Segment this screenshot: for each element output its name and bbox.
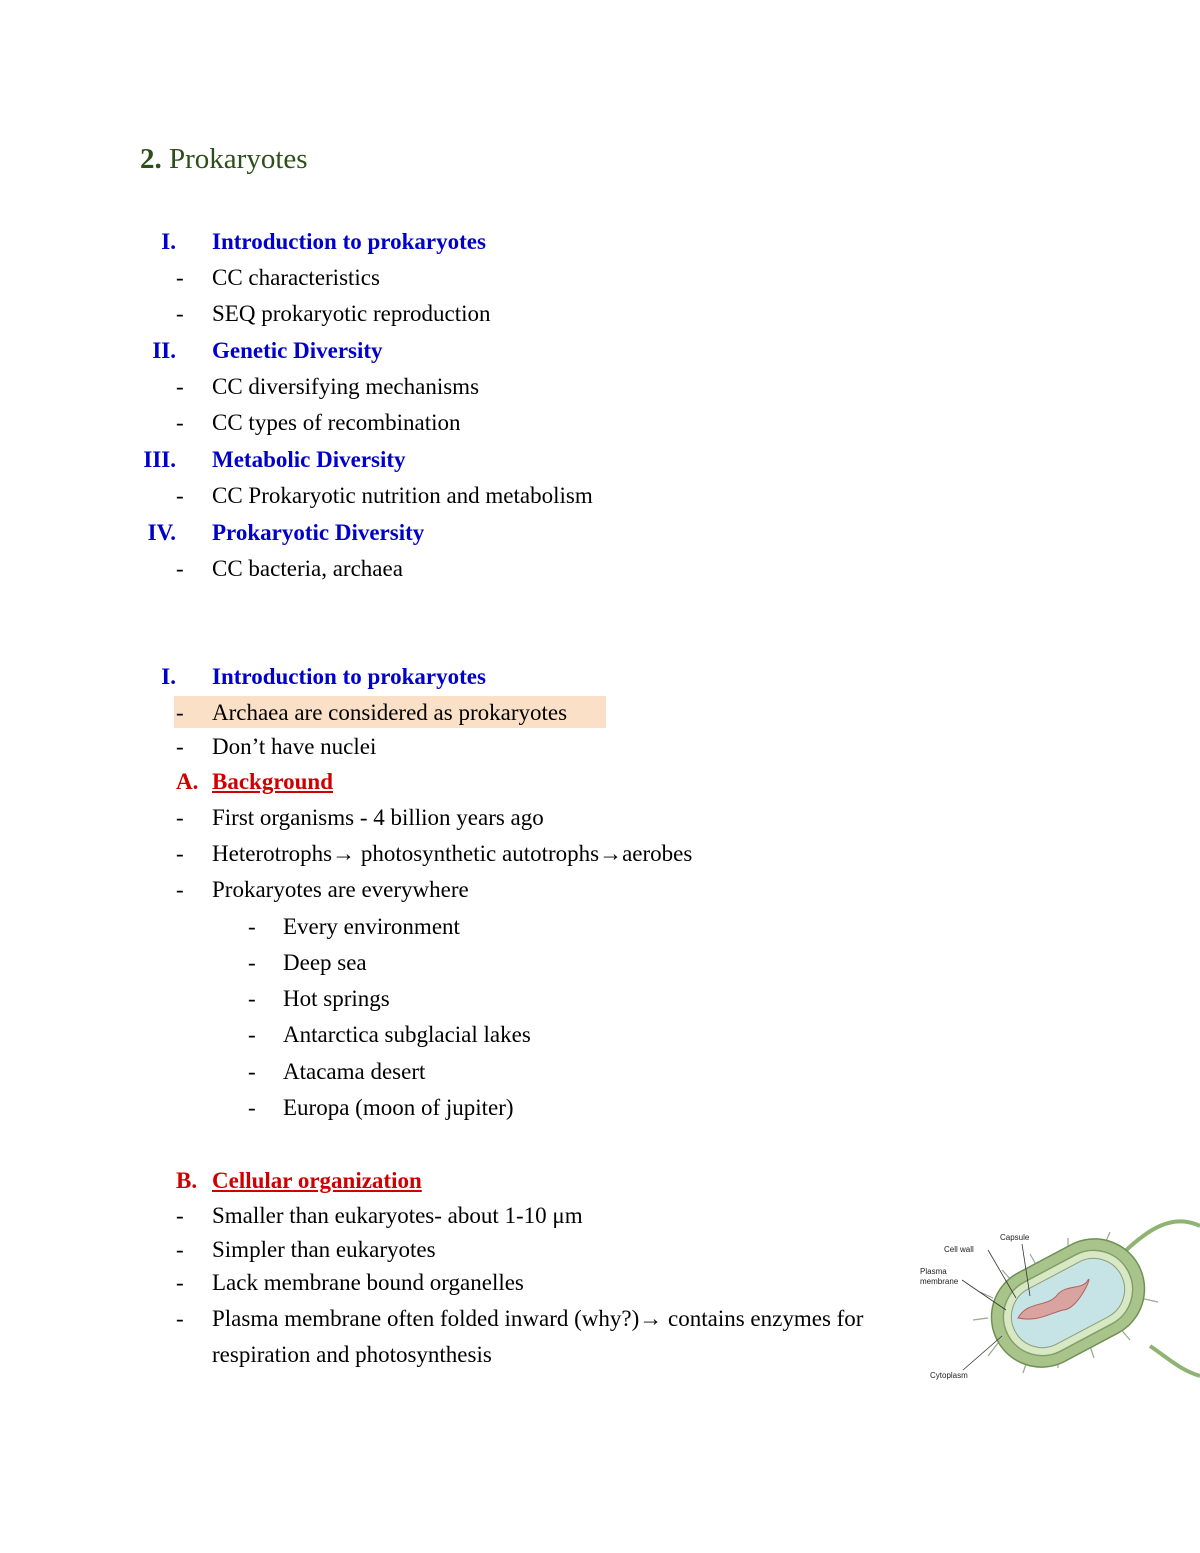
section-item: Don’t have nuclei bbox=[212, 734, 377, 759]
outline-heading-2: Genetic Diversity bbox=[212, 338, 383, 363]
bullet-dash: - bbox=[176, 877, 184, 902]
bullet-dash: - bbox=[248, 1059, 256, 1084]
bullet-dash: - bbox=[248, 950, 256, 975]
diagram-label: membrane bbox=[920, 1277, 959, 1286]
outline-item: CC types of recombination bbox=[212, 410, 461, 435]
bullet-dash: - bbox=[248, 986, 256, 1011]
outline-heading-1: Introduction to prokaryotes bbox=[212, 229, 486, 254]
subsection-letter-b: B. bbox=[176, 1168, 198, 1193]
bullet-dash: - bbox=[176, 1237, 184, 1262]
nested-item: Hot springs bbox=[283, 986, 390, 1011]
section-roman-1: I. bbox=[161, 664, 176, 689]
nested-item: Europa (moon of jupiter) bbox=[283, 1095, 514, 1120]
cellular-item-continuation: respiration and photosynthesis bbox=[212, 1342, 492, 1367]
bullet-dash: - bbox=[176, 301, 184, 326]
cellular-item: Plasma membrane often folded inward (why?)→ contains enzymes for bbox=[212, 1306, 864, 1331]
section-heading-1: Introduction to prokaryotes bbox=[212, 664, 486, 689]
diagram-label: Plasma bbox=[920, 1267, 947, 1276]
prokaryote-cell-diagram bbox=[918, 1218, 1200, 1381]
outline-roman-2: II. bbox=[152, 338, 176, 363]
subsection-heading-background: Background bbox=[212, 769, 334, 794]
nested-item: Deep sea bbox=[283, 950, 367, 975]
bullet-dash: - bbox=[176, 700, 184, 725]
bullet-dash: - bbox=[248, 1022, 256, 1047]
bullet-dash: - bbox=[176, 410, 184, 435]
diagram-label: Capsule bbox=[1000, 1233, 1030, 1242]
nested-item: Antarctica subglacial lakes bbox=[283, 1022, 531, 1047]
bullet-dash: - bbox=[176, 374, 184, 399]
subsection-heading-cellular-organization: Cellular organization bbox=[212, 1168, 422, 1193]
bullet-dash: - bbox=[176, 483, 184, 508]
diagram-label: Cell wall bbox=[944, 1245, 974, 1254]
background-item: Heterotrophs→ photosynthetic autotrophs→aerobes bbox=[212, 841, 693, 866]
flagellum-icon bbox=[1150, 1346, 1200, 1376]
outline-roman-4: IV. bbox=[147, 520, 176, 545]
bullet-dash: - bbox=[248, 1095, 256, 1120]
nested-item: Every environment bbox=[283, 914, 460, 939]
background-item: First organisms - 4 billion years ago bbox=[212, 805, 544, 830]
page-title bbox=[140, 143, 308, 176]
cellular-item: Simpler than eukaryotes bbox=[212, 1237, 436, 1262]
cellular-item: Lack membrane bound organelles bbox=[212, 1270, 524, 1295]
outline-item: CC Prokaryotic nutrition and metabolism bbox=[212, 483, 593, 508]
outline-item: CC characteristics bbox=[212, 265, 380, 290]
outline-item: CC diversifying mechanisms bbox=[212, 374, 480, 399]
bullet-dash: - bbox=[176, 734, 184, 759]
outline-heading-4: Prokaryotic Diversity bbox=[212, 520, 425, 545]
bullet-dash: - bbox=[176, 1203, 184, 1228]
bullet-dash: - bbox=[176, 805, 184, 830]
background-item: Prokaryotes are everywhere bbox=[212, 877, 469, 902]
outline-heading-3: Metabolic Diversity bbox=[212, 447, 406, 472]
bullet-dash: - bbox=[248, 914, 256, 939]
outline-item: CC bacteria, archaea bbox=[212, 556, 403, 581]
section-item: Archaea are considered as prokaryotes bbox=[212, 700, 568, 725]
outline-roman-1: I. bbox=[161, 229, 176, 254]
outline-item: SEQ prokaryotic reproduction bbox=[212, 301, 491, 326]
bullet-dash: - bbox=[176, 841, 184, 866]
bullet-dash: - bbox=[176, 265, 184, 290]
title-text: Prokaryotes bbox=[169, 143, 308, 175]
subsection-letter-a: A. bbox=[176, 769, 199, 794]
bullet-dash: - bbox=[176, 556, 184, 581]
title-number: 2. bbox=[140, 143, 162, 175]
flagellum-icon bbox=[1118, 1221, 1200, 1258]
diagram-label: Cytoplasm bbox=[930, 1371, 968, 1380]
outline-roman-3: III. bbox=[143, 447, 176, 472]
cellular-item: Smaller than eukaryotes- about 1-10 μm bbox=[212, 1203, 583, 1228]
nested-item: Atacama desert bbox=[283, 1059, 426, 1084]
bullet-dash: - bbox=[176, 1270, 184, 1295]
bullet-dash: - bbox=[176, 1306, 184, 1331]
